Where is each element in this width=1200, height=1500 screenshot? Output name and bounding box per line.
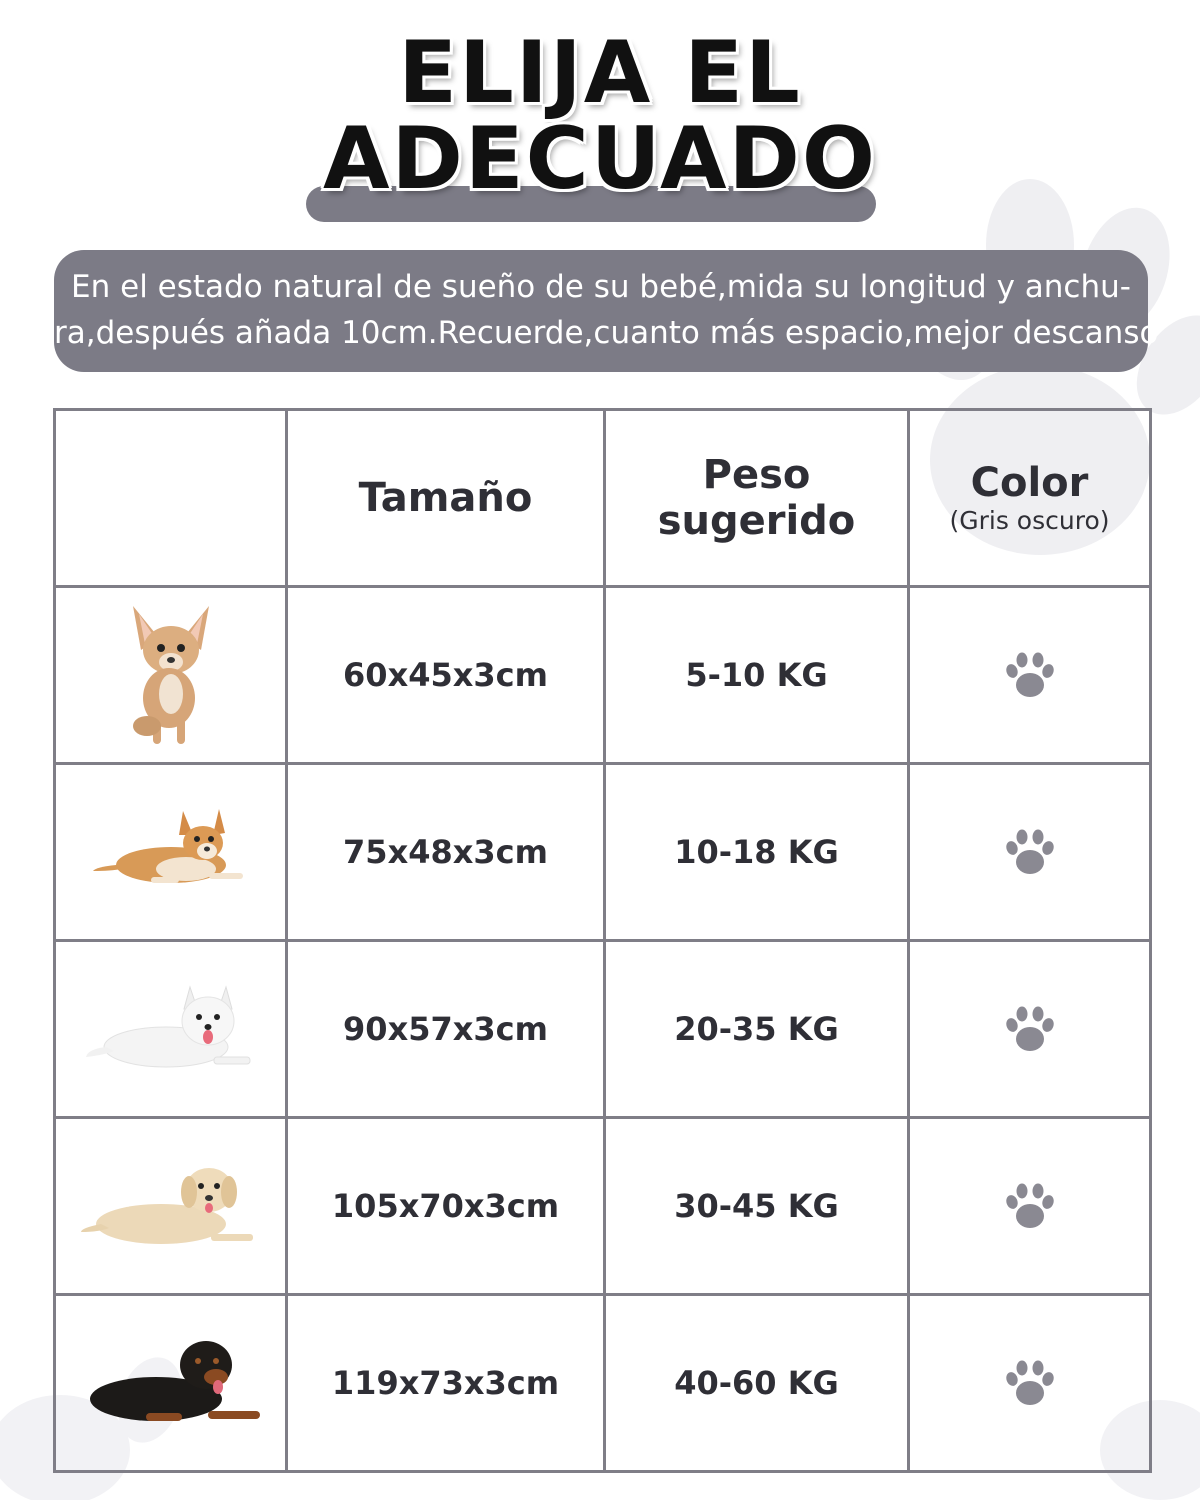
weight-value: 30-45 KG [605,1118,909,1295]
size-value: 90x57x3cm [287,941,605,1118]
dog-image-samoyed [55,941,287,1118]
page-title [0,23,1200,209]
header-color-label: Color [970,460,1089,506]
paw-icon [1005,1359,1055,1407]
table-row [55,941,1151,1118]
color-swatch [909,1118,1151,1295]
table-row [55,1295,1151,1472]
header-dog-cell [55,410,287,587]
header-color-note: (Gris oscuro) [949,506,1110,535]
paw-icon [1005,651,1055,699]
size-value: 105x70x3cm [287,1118,605,1295]
color-swatch [909,941,1151,1118]
weight-value: 40-60 KG [605,1295,909,1472]
color-swatch [909,764,1151,941]
color-swatch [909,1295,1151,1472]
title-line-2: ADECUADO [322,109,878,209]
intro-line-1: En el estado natural de sueño de su bebé,mida su longitud y anchu- [71,269,1131,305]
header-size: Tamaño [287,410,605,587]
intro-banner [54,250,1159,372]
size-value: 75x48x3cm [287,764,605,941]
weight-value: 10-18 KG [605,764,909,941]
size-value: 60x45x3cm [287,587,605,764]
paw-icon [1005,1182,1055,1230]
header-color [909,410,1151,587]
table-row [55,587,1151,764]
dog-image-chihuahua [55,587,287,764]
weight-value: 20-35 KG [605,941,909,1118]
dog-image-corgi [55,764,287,941]
color-swatch [909,587,1151,764]
size-value: 119x73x3cm [287,1295,605,1472]
table-row [55,1118,1151,1295]
dog-image-labrador [55,1118,287,1295]
paw-icon [1005,828,1055,876]
title-line-1: ELIJA EL [398,23,802,123]
dog-image-rottweiler [55,1295,287,1472]
table-header-row [55,410,1151,587]
weight-value: 5-10 KG [605,587,909,764]
header-weight [605,410,909,587]
header-weight-line-1: Peso [702,452,811,498]
paw-icon [1005,1005,1055,1053]
header-weight-line-2: sugerido [657,498,856,544]
intro-line-2: ra,después añada 10cm.Recuerde,cuanto más espacio,mejor descanso [54,315,1159,351]
size-table [53,408,1152,1473]
table-row [55,764,1151,941]
